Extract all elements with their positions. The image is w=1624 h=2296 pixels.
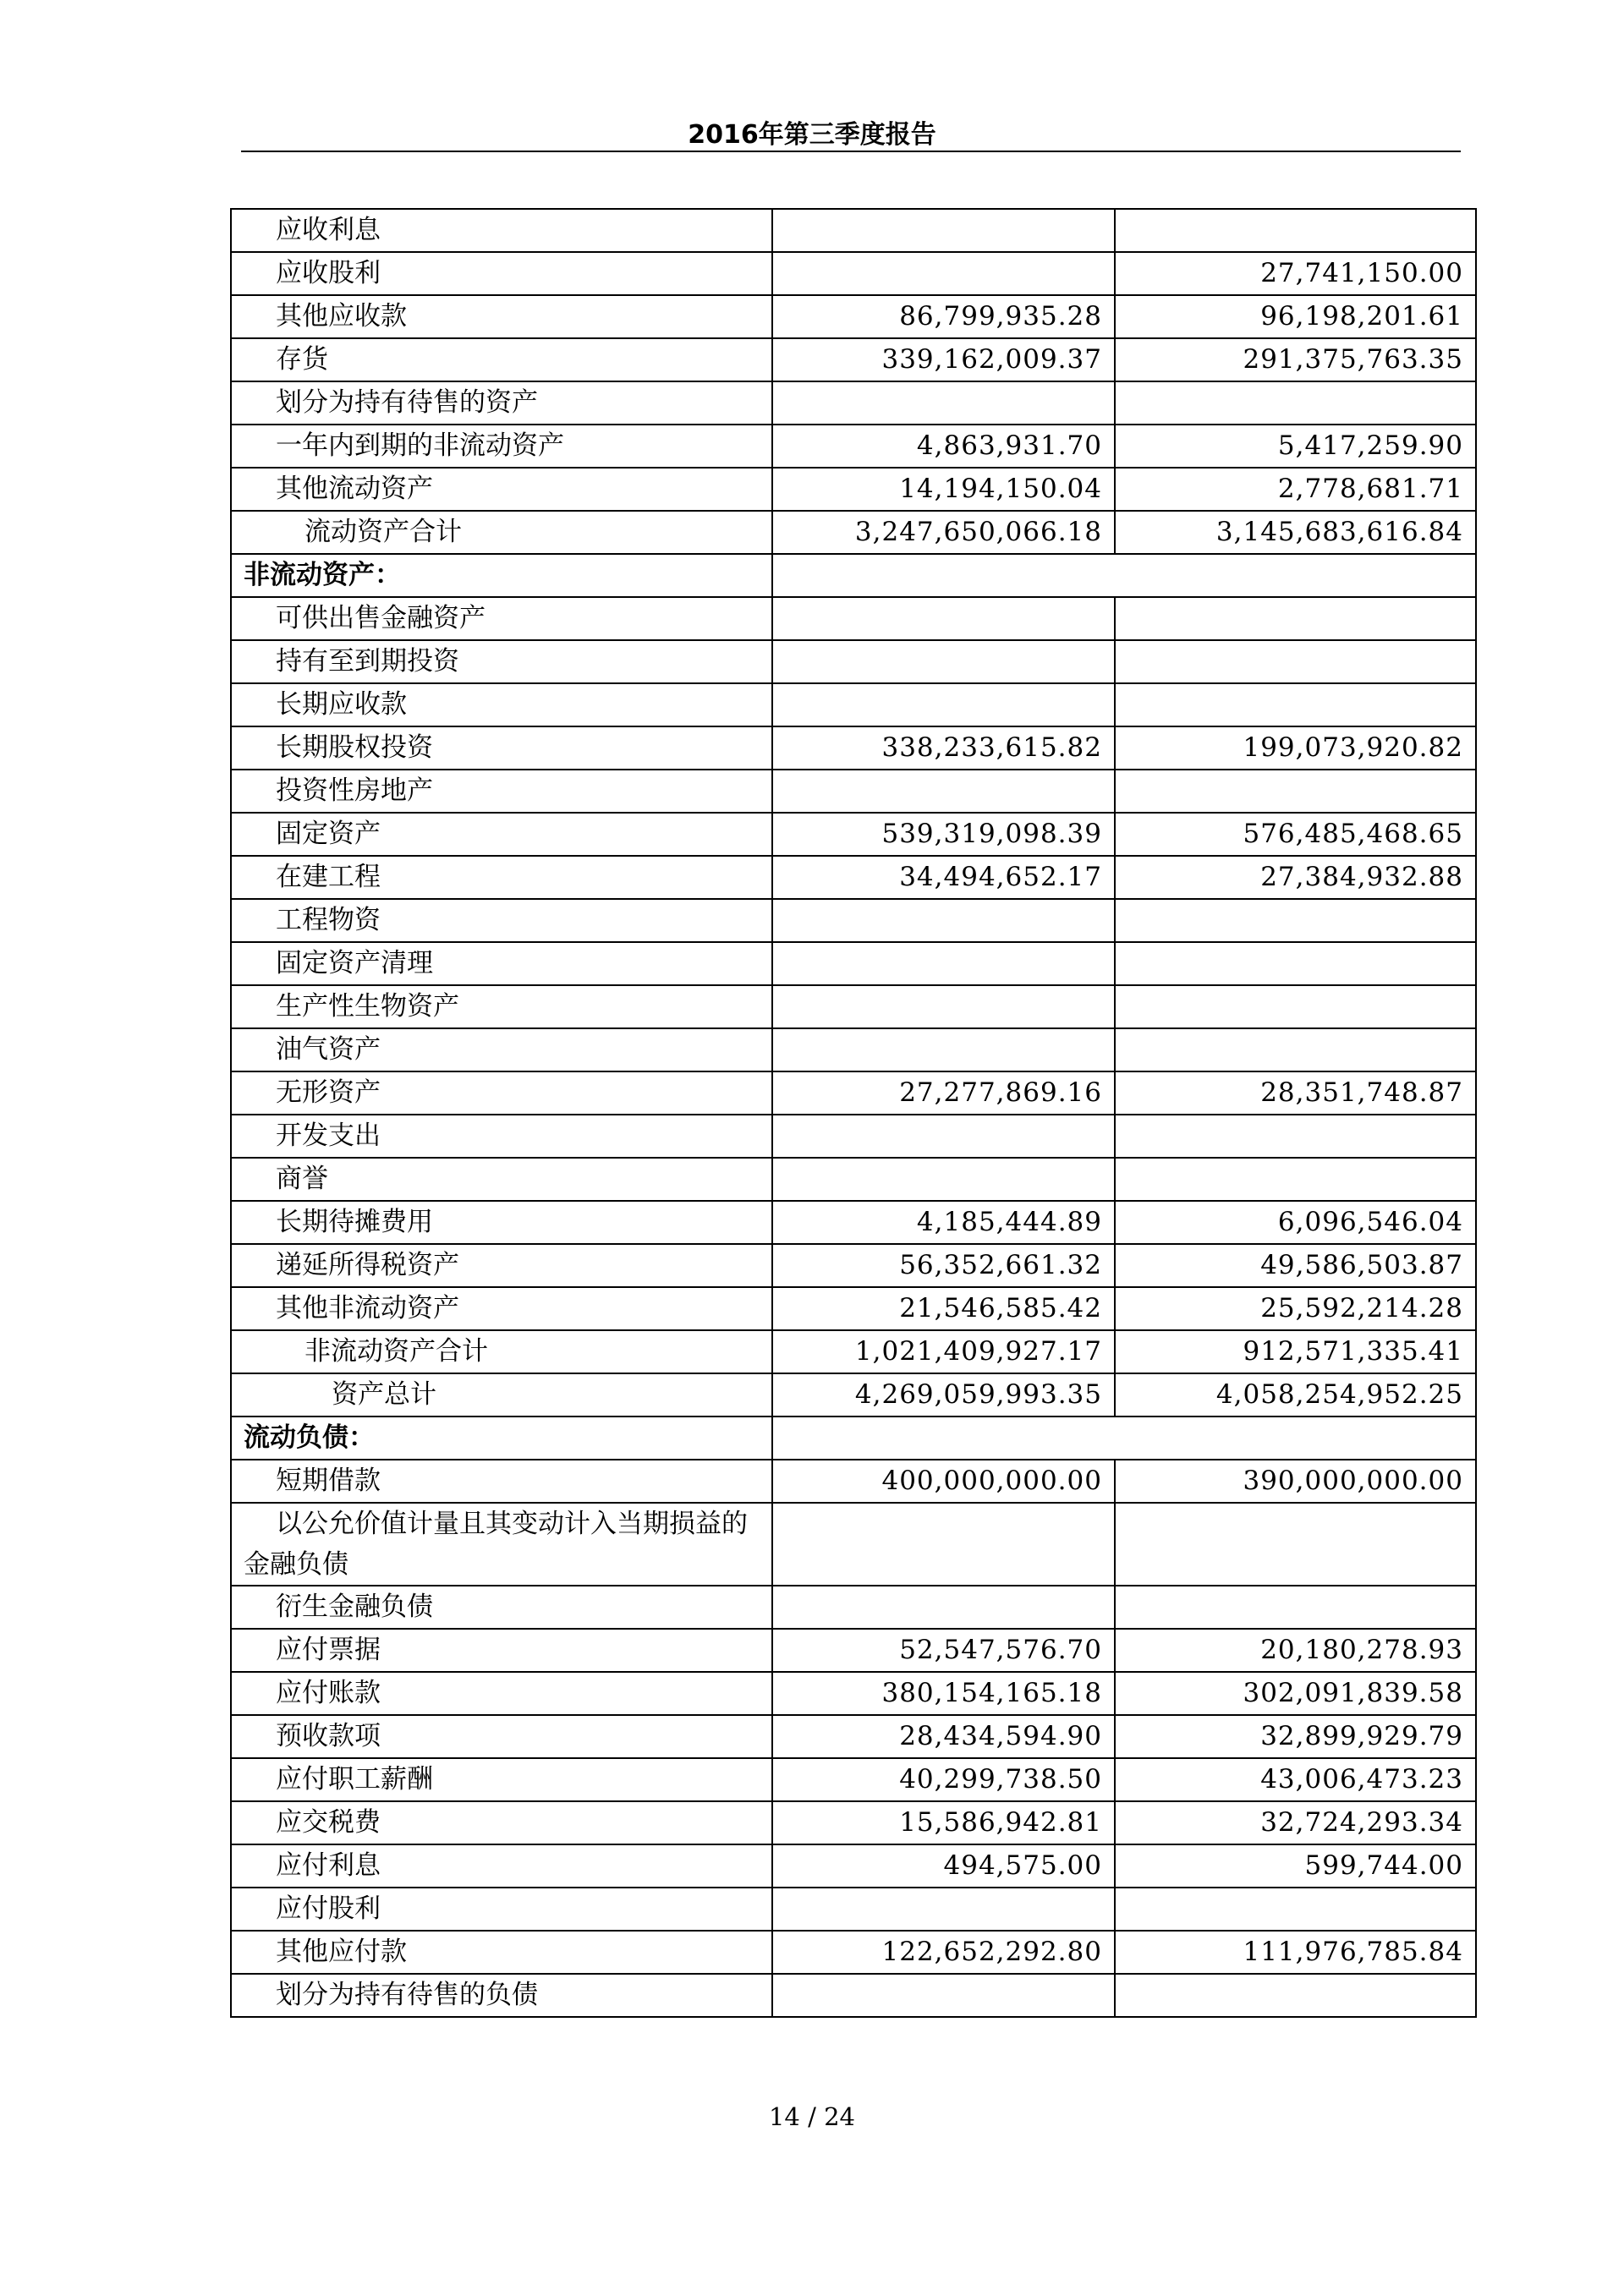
table-row (231, 1888, 1476, 1931)
period-end-value (772, 942, 1115, 985)
table-row (231, 1801, 1476, 1844)
section-heading: 流动负债： (231, 1417, 772, 1460)
year-start-value (1115, 1158, 1476, 1201)
section-blank-cell (772, 554, 1476, 597)
row-label: 应收股利 (231, 252, 772, 295)
table-row (231, 640, 1476, 683)
table-row (231, 1974, 1476, 2017)
year-start-value: 4,058,254,952.25 (1115, 1373, 1476, 1417)
row-label: 存货 (231, 338, 772, 381)
row-label: 短期借款 (231, 1460, 772, 1503)
period-end-value (772, 1586, 1115, 1629)
year-start-value: 199,073,920.82 (1115, 726, 1476, 770)
table-row (231, 683, 1476, 726)
report-header-title: 2016年第三季度报告 (688, 120, 936, 150)
period-end-value: 539,319,098.39 (772, 813, 1115, 856)
period-end-value (772, 899, 1115, 942)
period-end-value: 21,546,585.42 (772, 1287, 1115, 1330)
row-label: 应收利息 (231, 209, 772, 252)
period-end-value: 4,269,059,993.35 (772, 1373, 1115, 1417)
period-end-value: 52,547,576.70 (772, 1629, 1115, 1672)
table-row (231, 252, 1476, 295)
table-row (231, 1629, 1476, 1672)
year-start-value: 32,724,293.34 (1115, 1801, 1476, 1844)
table-row (231, 1158, 1476, 1201)
year-start-value: 390,000,000.00 (1115, 1460, 1476, 1503)
table-row (231, 985, 1476, 1028)
row-label: 无形资产 (231, 1071, 772, 1115)
row-label: 应付职工薪酬 (231, 1758, 772, 1801)
period-end-value (772, 209, 1115, 252)
year-start-value: 25,592,214.28 (1115, 1287, 1476, 1330)
table-row (231, 425, 1476, 468)
period-end-value: 4,863,931.70 (772, 425, 1115, 468)
row-label: 投资性房地产 (231, 770, 772, 813)
period-end-value (772, 252, 1115, 295)
section-row (231, 1417, 1476, 1460)
year-start-value: 291,375,763.35 (1115, 338, 1476, 381)
table-row (231, 1931, 1476, 1974)
row-label: 递延所得税资产 (231, 1244, 772, 1287)
table-row (231, 1115, 1476, 1158)
year-start-value: 5,417,259.90 (1115, 425, 1476, 468)
year-start-value: 49,586,503.87 (1115, 1244, 1476, 1287)
year-start-value: 28,351,748.87 (1115, 1071, 1476, 1115)
year-start-value (1115, 683, 1476, 726)
row-label: 划分为持有待售的资产 (231, 381, 772, 425)
table-row (231, 1244, 1476, 1287)
period-end-value (772, 1158, 1115, 1201)
period-end-value: 1,021,409,927.17 (772, 1330, 1115, 1373)
year-start-value: 27,741,150.00 (1115, 252, 1476, 295)
row-label: 应付利息 (231, 1844, 772, 1888)
year-start-value (1115, 1503, 1476, 1586)
table-row (231, 338, 1476, 381)
row-label: 长期股权投资 (231, 726, 772, 770)
section-blank-cell (772, 1417, 1476, 1460)
year-start-value (1115, 597, 1476, 640)
year-start-value: 576,485,468.65 (1115, 813, 1476, 856)
row-label: 资产总计 (231, 1373, 772, 1417)
balance-sheet-body (231, 209, 1476, 2017)
table-row (231, 1071, 1476, 1115)
period-end-value: 15,586,942.81 (772, 1801, 1115, 1844)
row-label: 其他应收款 (231, 295, 772, 338)
row-label: 在建工程 (231, 856, 772, 899)
year-start-value (1115, 899, 1476, 942)
period-end-value (772, 381, 1115, 425)
table-row (231, 813, 1476, 856)
table-row (231, 1586, 1476, 1629)
period-end-value: 339,162,009.37 (772, 338, 1115, 381)
row-label: 流动资产合计 (231, 511, 772, 554)
row-label: 商誉 (231, 1158, 772, 1201)
period-end-value: 34,494,652.17 (772, 856, 1115, 899)
row-label: 持有至到期投资 (231, 640, 772, 683)
year-start-value: 912,571,335.41 (1115, 1330, 1476, 1373)
table-row (231, 1715, 1476, 1758)
year-start-value: 43,006,473.23 (1115, 1758, 1476, 1801)
row-label: 油气资产 (231, 1028, 772, 1071)
period-end-value: 494,575.00 (772, 1844, 1115, 1888)
row-label: 其他流动资产 (231, 468, 772, 511)
year-start-value (1115, 381, 1476, 425)
table-row (231, 1373, 1476, 1417)
year-start-value: 111,976,785.84 (1115, 1931, 1476, 1974)
row-label: 其他非流动资产 (231, 1287, 772, 1330)
year-start-value (1115, 1028, 1476, 1071)
year-start-value (1115, 1974, 1476, 2017)
year-start-value (1115, 640, 1476, 683)
row-label: 应交税费 (231, 1801, 772, 1844)
row-label: 衍生金融负债 (231, 1586, 772, 1629)
table-row (231, 597, 1476, 640)
table-row (231, 1503, 1476, 1586)
period-end-value: 14,194,150.04 (772, 468, 1115, 511)
table-row (231, 381, 1476, 425)
year-start-value (1115, 209, 1476, 252)
year-start-value (1115, 1586, 1476, 1629)
period-end-value: 122,652,292.80 (772, 1931, 1115, 1974)
table-row (231, 1287, 1476, 1330)
period-end-value: 3,247,650,066.18 (772, 511, 1115, 554)
year-start-value: 96,198,201.61 (1115, 295, 1476, 338)
row-label: 预收款项 (231, 1715, 772, 1758)
table-row (231, 209, 1476, 252)
period-end-value: 400,000,000.00 (772, 1460, 1115, 1503)
period-end-value (772, 597, 1115, 640)
year-start-value (1115, 1115, 1476, 1158)
section-row (231, 554, 1476, 597)
row-label: 以公允价值计量且其变动计入当期损益的金融负债 (231, 1503, 772, 1586)
period-end-value (772, 770, 1115, 813)
period-end-value (772, 985, 1115, 1028)
table-row (231, 1330, 1476, 1373)
period-end-value: 4,185,444.89 (772, 1201, 1115, 1244)
year-start-value (1115, 1888, 1476, 1931)
row-label: 应付股利 (231, 1888, 772, 1931)
period-end-value: 40,299,738.50 (772, 1758, 1115, 1801)
table-row (231, 856, 1476, 899)
row-label: 工程物资 (231, 899, 772, 942)
period-end-value (772, 1028, 1115, 1071)
table-row (231, 1201, 1476, 1244)
row-label: 固定资产 (231, 813, 772, 856)
period-end-value: 338,233,615.82 (772, 726, 1115, 770)
table-row (231, 511, 1476, 554)
table-row (231, 1028, 1476, 1071)
table-row (231, 1672, 1476, 1715)
table-row (231, 1460, 1476, 1503)
year-start-value: 599,744.00 (1115, 1844, 1476, 1888)
row-label: 应付账款 (231, 1672, 772, 1715)
period-end-value (772, 683, 1115, 726)
year-start-value: 6,096,546.04 (1115, 1201, 1476, 1244)
table-row (231, 726, 1476, 770)
row-label: 开发支出 (231, 1115, 772, 1158)
table-row (231, 1844, 1476, 1888)
row-label: 生产性生物资产 (231, 985, 772, 1028)
row-label: 固定资产清理 (231, 942, 772, 985)
row-label: 可供出售金融资产 (231, 597, 772, 640)
row-label: 非流动资产合计 (231, 1330, 772, 1373)
year-start-value (1115, 985, 1476, 1028)
year-start-value: 302,091,839.58 (1115, 1672, 1476, 1715)
period-end-value (772, 1503, 1115, 1586)
year-start-value: 27,384,932.88 (1115, 856, 1476, 899)
period-end-value (772, 640, 1115, 683)
period-end-value: 380,154,165.18 (772, 1672, 1115, 1715)
period-end-value: 27,277,869.16 (772, 1071, 1115, 1115)
period-end-value (772, 1974, 1115, 2017)
table-row (231, 899, 1476, 942)
row-label: 一年内到期的非流动资产 (231, 425, 772, 468)
year-start-value: 20,180,278.93 (1115, 1629, 1476, 1672)
period-end-value: 86,799,935.28 (772, 295, 1115, 338)
year-start-value (1115, 770, 1476, 813)
year-start-value: 3,145,683,616.84 (1115, 511, 1476, 554)
row-label: 长期应收款 (231, 683, 772, 726)
balance-sheet-table (230, 208, 1477, 2018)
table-row (231, 1758, 1476, 1801)
row-label: 长期待摊费用 (231, 1201, 772, 1244)
table-row (231, 770, 1476, 813)
year-start-value (1115, 942, 1476, 985)
table-row (231, 295, 1476, 338)
period-end-value: 28,434,594.90 (772, 1715, 1115, 1758)
row-label: 划分为持有待售的负债 (231, 1974, 772, 2017)
period-end-value (772, 1888, 1115, 1931)
year-start-value: 32,899,929.79 (1115, 1715, 1476, 1758)
section-heading: 非流动资产： (231, 554, 772, 597)
row-label: 其他应付款 (231, 1931, 772, 1974)
table-row (231, 942, 1476, 985)
period-end-value: 56,352,661.32 (772, 1244, 1115, 1287)
header-divider (241, 151, 1461, 152)
year-start-value: 2,778,681.71 (1115, 468, 1476, 511)
table-row (231, 468, 1476, 511)
page-number: 14 / 24 (768, 2102, 855, 2131)
period-end-value (772, 1115, 1115, 1158)
row-label: 应付票据 (231, 1629, 772, 1672)
